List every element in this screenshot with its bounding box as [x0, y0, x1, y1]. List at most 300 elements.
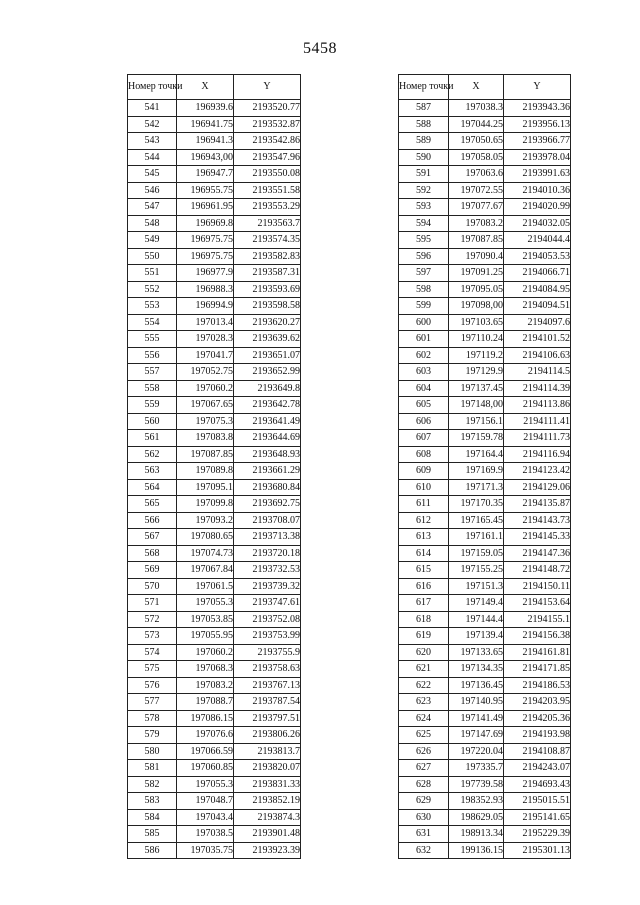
x-coordinate-cell: 197055.95 [177, 628, 234, 645]
table-row [128, 479, 301, 496]
y-coordinate-cell: 2193956.13 [504, 116, 571, 133]
table-row [399, 545, 571, 562]
point-number-cell: 593 [399, 199, 449, 216]
y-coordinate-cell: 2193542.86 [234, 133, 301, 150]
point-number-cell: 550 [128, 248, 177, 265]
table-row [128, 545, 301, 562]
point-number-cell: 592 [399, 182, 449, 199]
x-coordinate-cell: 197087.85 [177, 446, 234, 463]
point-number-cell: 631 [399, 826, 449, 843]
table-row [128, 595, 301, 612]
x-coordinate-cell: 197043.4 [177, 809, 234, 826]
x-coordinate-cell: 197739.58 [449, 776, 504, 793]
point-number-cell: 615 [399, 562, 449, 579]
point-number-cell: 600 [399, 314, 449, 331]
y-coordinate-cell: 2193820.07 [234, 760, 301, 777]
x-coordinate-cell: 196941.75 [177, 116, 234, 133]
header-y: Y [234, 75, 301, 100]
x-coordinate-cell: 197159.05 [449, 545, 504, 562]
y-coordinate-cell: 2194193.98 [504, 727, 571, 744]
y-coordinate-cell: 2193831.33 [234, 776, 301, 793]
point-number-cell: 591 [399, 166, 449, 183]
point-number-cell: 610 [399, 479, 449, 496]
point-number-cell: 597 [399, 265, 449, 282]
x-coordinate-cell: 196943,00 [177, 149, 234, 166]
x-coordinate-cell: 197086.15 [177, 710, 234, 727]
table-row [399, 314, 571, 331]
x-coordinate-cell: 197083.2 [449, 215, 504, 232]
table-row [399, 166, 571, 183]
y-coordinate-cell: 2194114.39 [504, 380, 571, 397]
table-row [399, 710, 571, 727]
y-coordinate-cell: 2193720.18 [234, 545, 301, 562]
table-row [399, 199, 571, 216]
y-coordinate-cell: 2193739.32 [234, 578, 301, 595]
point-number-cell: 629 [399, 793, 449, 810]
y-coordinate-cell: 2193753.99 [234, 628, 301, 645]
point-number-cell: 599 [399, 298, 449, 315]
coordinates-table-right [398, 74, 571, 859]
y-coordinate-cell: 2193587.31 [234, 265, 301, 282]
x-coordinate-cell: 197048.7 [177, 793, 234, 810]
table-row [128, 149, 301, 166]
x-coordinate-cell: 197052.75 [177, 364, 234, 381]
point-number-cell: 612 [399, 512, 449, 529]
x-coordinate-cell: 197055.3 [177, 776, 234, 793]
x-coordinate-cell: 197041.7 [177, 347, 234, 364]
point-number-cell: 545 [128, 166, 177, 183]
point-number-cell: 564 [128, 479, 177, 496]
table-row [399, 446, 571, 463]
y-coordinate-cell: 2194161.81 [504, 644, 571, 661]
y-coordinate-cell: 2193978.04 [504, 149, 571, 166]
table-row [399, 397, 571, 414]
point-number-cell: 542 [128, 116, 177, 133]
y-coordinate-cell: 2194171.85 [504, 661, 571, 678]
table-row [399, 793, 571, 810]
table-row [128, 248, 301, 265]
x-coordinate-cell: 196975.75 [177, 248, 234, 265]
point-number-cell: 549 [128, 232, 177, 249]
x-coordinate-cell: 197038.5 [177, 826, 234, 843]
table-row [128, 331, 301, 348]
y-coordinate-cell: 2193661.29 [234, 463, 301, 480]
page-number: 5458 [303, 40, 337, 57]
table-row [128, 215, 301, 232]
point-number-cell: 621 [399, 661, 449, 678]
x-coordinate-cell: 197139.4 [449, 628, 504, 645]
coordinates-table-left [127, 74, 301, 859]
point-number-cell: 589 [399, 133, 449, 150]
y-coordinate-cell: 2193797.51 [234, 710, 301, 727]
point-number-cell: 553 [128, 298, 177, 315]
point-number-cell: 563 [128, 463, 177, 480]
table-row [399, 595, 571, 612]
point-number-cell: 598 [399, 281, 449, 298]
table-row [128, 199, 301, 216]
y-coordinate-cell: 2193652.99 [234, 364, 301, 381]
y-coordinate-cell: 2193520.77 [234, 100, 301, 117]
y-coordinate-cell: 2193550.08 [234, 166, 301, 183]
point-number-cell: 619 [399, 628, 449, 645]
table-row [128, 133, 301, 150]
y-coordinate-cell: 2194032.05 [504, 215, 571, 232]
point-number-cell: 574 [128, 644, 177, 661]
point-number-cell: 609 [399, 463, 449, 480]
table-row [128, 743, 301, 760]
table-body [128, 100, 301, 859]
table-row [399, 644, 571, 661]
y-coordinate-cell: 2193943.36 [504, 100, 571, 117]
table-row [399, 677, 571, 694]
y-coordinate-cell: 2193593.69 [234, 281, 301, 298]
y-coordinate-cell: 2193901.48 [234, 826, 301, 843]
x-coordinate-cell: 197060.85 [177, 760, 234, 777]
y-coordinate-cell: 2194203.95 [504, 694, 571, 711]
x-coordinate-cell: 198913.34 [449, 826, 504, 843]
x-coordinate-cell: 197141.49 [449, 710, 504, 727]
table-row [399, 347, 571, 364]
point-number-cell: 573 [128, 628, 177, 645]
table-row [399, 611, 571, 628]
table-row [128, 842, 301, 859]
table-row [128, 611, 301, 628]
y-coordinate-cell: 2193649.8 [234, 380, 301, 397]
point-number-cell: 570 [128, 578, 177, 595]
x-coordinate-cell: 197161.1 [449, 529, 504, 546]
table-row [128, 628, 301, 645]
x-coordinate-cell: 197335.7 [449, 760, 504, 777]
table-row [128, 463, 301, 480]
x-coordinate-cell: 196977.9 [177, 265, 234, 282]
header-point-number: Номер точки [399, 75, 449, 100]
table-header [399, 75, 571, 100]
table-row [399, 776, 571, 793]
point-number-cell: 596 [399, 248, 449, 265]
x-coordinate-cell: 197156.1 [449, 413, 504, 430]
y-coordinate-cell: 2193923.39 [234, 842, 301, 859]
point-number-cell: 588 [399, 116, 449, 133]
x-coordinate-cell: 197013.4 [177, 314, 234, 331]
point-number-cell: 567 [128, 529, 177, 546]
point-number-cell: 627 [399, 760, 449, 777]
x-coordinate-cell: 196988.3 [177, 281, 234, 298]
x-coordinate-cell: 196939.6 [177, 100, 234, 117]
x-coordinate-cell: 196994.9 [177, 298, 234, 315]
x-coordinate-cell: 197072.55 [449, 182, 504, 199]
point-number-cell: 611 [399, 496, 449, 513]
table-row [399, 116, 571, 133]
point-number-cell: 582 [128, 776, 177, 793]
table-row [128, 100, 301, 117]
x-coordinate-cell: 197144.4 [449, 611, 504, 628]
point-number-cell: 568 [128, 545, 177, 562]
point-number-cell: 604 [399, 380, 449, 397]
table-row [128, 496, 301, 513]
y-coordinate-cell: 2194044.4 [504, 232, 571, 249]
table-row [128, 397, 301, 414]
x-coordinate-cell: 197110.24 [449, 331, 504, 348]
table-row [399, 430, 571, 447]
point-number-cell: 558 [128, 380, 177, 397]
table-row [128, 529, 301, 546]
table-row [128, 446, 301, 463]
point-number-cell: 551 [128, 265, 177, 282]
y-coordinate-cell: 2193713.38 [234, 529, 301, 546]
table-row [128, 298, 301, 315]
table-row [399, 809, 571, 826]
y-coordinate-cell: 2193806.26 [234, 727, 301, 744]
x-coordinate-cell: 196955.75 [177, 182, 234, 199]
table-row [399, 826, 571, 843]
point-number-cell: 616 [399, 578, 449, 595]
x-coordinate-cell: 197171.3 [449, 479, 504, 496]
table-row [399, 628, 571, 645]
point-number-cell: 626 [399, 743, 449, 760]
x-coordinate-cell: 197165.45 [449, 512, 504, 529]
table-row [128, 430, 301, 447]
point-number-cell: 632 [399, 842, 449, 859]
point-number-cell: 618 [399, 611, 449, 628]
y-coordinate-cell: 2193991.63 [504, 166, 571, 183]
y-coordinate-cell: 2193966.77 [504, 133, 571, 150]
y-coordinate-cell: 2194114.5 [504, 364, 571, 381]
y-coordinate-cell: 2193598.58 [234, 298, 301, 315]
x-coordinate-cell: 197060.2 [177, 380, 234, 397]
point-number-cell: 548 [128, 215, 177, 232]
y-coordinate-cell: 2193767.13 [234, 677, 301, 694]
point-number-cell: 578 [128, 710, 177, 727]
table-row [128, 265, 301, 282]
table-row [399, 842, 571, 859]
table-row [128, 694, 301, 711]
x-coordinate-cell: 196975.75 [177, 232, 234, 249]
y-coordinate-cell: 2193708.07 [234, 512, 301, 529]
y-coordinate-cell: 2193582.83 [234, 248, 301, 265]
table-row [399, 215, 571, 232]
x-coordinate-cell: 196947.7 [177, 166, 234, 183]
y-coordinate-cell: 2195015.51 [504, 793, 571, 810]
point-number-cell: 584 [128, 809, 177, 826]
x-coordinate-cell: 196941.3 [177, 133, 234, 150]
x-coordinate-cell: 197119.2 [449, 347, 504, 364]
y-coordinate-cell: 2194010.36 [504, 182, 571, 199]
table-body [399, 100, 571, 859]
table-row [399, 364, 571, 381]
x-coordinate-cell: 197067.65 [177, 397, 234, 414]
x-coordinate-cell: 197074.73 [177, 545, 234, 562]
point-number-cell: 595 [399, 232, 449, 249]
y-coordinate-cell: 2194143.73 [504, 512, 571, 529]
y-coordinate-cell: 2193532.87 [234, 116, 301, 133]
y-coordinate-cell: 2194066.71 [504, 265, 571, 282]
point-number-cell: 579 [128, 727, 177, 744]
y-coordinate-cell: 2193755.9 [234, 644, 301, 661]
point-number-cell: 572 [128, 611, 177, 628]
x-coordinate-cell: 197140.95 [449, 694, 504, 711]
table-row [128, 512, 301, 529]
point-number-cell: 569 [128, 562, 177, 579]
table-row [128, 380, 301, 397]
point-number-cell: 630 [399, 809, 449, 826]
y-coordinate-cell: 2194123.42 [504, 463, 571, 480]
y-coordinate-cell: 2193732.53 [234, 562, 301, 579]
table-row [128, 364, 301, 381]
y-coordinate-cell: 2194094.51 [504, 298, 571, 315]
table-row [128, 347, 301, 364]
table-row [128, 314, 301, 331]
x-coordinate-cell: 197080.65 [177, 529, 234, 546]
x-coordinate-cell: 197137.45 [449, 380, 504, 397]
y-coordinate-cell: 2194053.53 [504, 248, 571, 265]
point-number-cell: 622 [399, 677, 449, 694]
y-coordinate-cell: 2194101.52 [504, 331, 571, 348]
x-coordinate-cell: 197028.3 [177, 331, 234, 348]
table-row [399, 463, 571, 480]
table-row [128, 413, 301, 430]
point-number-cell: 608 [399, 446, 449, 463]
point-number-cell: 628 [399, 776, 449, 793]
y-coordinate-cell: 2194129.06 [504, 479, 571, 496]
y-coordinate-cell: 2194243.07 [504, 760, 571, 777]
point-number-cell: 562 [128, 446, 177, 463]
x-coordinate-cell: 198629.05 [449, 809, 504, 826]
y-coordinate-cell: 2194113.86 [504, 397, 571, 414]
x-coordinate-cell: 196961.95 [177, 199, 234, 216]
table-row [128, 677, 301, 694]
x-coordinate-cell: 197038.3 [449, 100, 504, 117]
x-coordinate-cell: 197133.65 [449, 644, 504, 661]
point-number-cell: 613 [399, 529, 449, 546]
x-coordinate-cell: 197129.9 [449, 364, 504, 381]
x-coordinate-cell: 197083.8 [177, 430, 234, 447]
y-coordinate-cell: 2194135.87 [504, 496, 571, 513]
y-coordinate-cell: 2193852.19 [234, 793, 301, 810]
y-coordinate-cell: 2193874.3 [234, 809, 301, 826]
y-coordinate-cell: 2194116.94 [504, 446, 571, 463]
x-coordinate-cell: 197095.05 [449, 281, 504, 298]
table-row [128, 562, 301, 579]
y-coordinate-cell: 2194020.99 [504, 199, 571, 216]
table-row [399, 281, 571, 298]
x-coordinate-cell: 197067.84 [177, 562, 234, 579]
y-coordinate-cell: 2193747.61 [234, 595, 301, 612]
point-number-cell: 617 [399, 595, 449, 612]
point-number-cell: 557 [128, 364, 177, 381]
x-coordinate-cell: 197169.9 [449, 463, 504, 480]
y-coordinate-cell: 2193553.29 [234, 199, 301, 216]
x-coordinate-cell: 198352.93 [449, 793, 504, 810]
x-coordinate-cell: 197050.65 [449, 133, 504, 150]
x-coordinate-cell: 197066.59 [177, 743, 234, 760]
y-coordinate-cell: 2194147.36 [504, 545, 571, 562]
table-row [399, 298, 571, 315]
table-row [399, 232, 571, 249]
table-row [399, 694, 571, 711]
x-coordinate-cell: 196969.8 [177, 215, 234, 232]
point-number-cell: 614 [399, 545, 449, 562]
point-number-cell: 559 [128, 397, 177, 414]
point-number-cell: 605 [399, 397, 449, 414]
point-number-cell: 575 [128, 661, 177, 678]
y-coordinate-cell: 2194153.64 [504, 595, 571, 612]
point-number-cell: 586 [128, 842, 177, 859]
point-number-cell: 566 [128, 512, 177, 529]
point-number-cell: 552 [128, 281, 177, 298]
x-coordinate-cell: 197095.1 [177, 479, 234, 496]
table-row [399, 661, 571, 678]
point-number-cell: 603 [399, 364, 449, 381]
point-number-cell: 607 [399, 430, 449, 447]
y-coordinate-cell: 2194155.1 [504, 611, 571, 628]
table-row [399, 100, 571, 117]
x-coordinate-cell: 197076.6 [177, 727, 234, 744]
point-number-cell: 625 [399, 727, 449, 744]
point-number-cell: 555 [128, 331, 177, 348]
y-coordinate-cell: 2194097.6 [504, 314, 571, 331]
table-row [399, 380, 571, 397]
y-coordinate-cell: 2193787.54 [234, 694, 301, 711]
y-coordinate-cell: 2195229.39 [504, 826, 571, 843]
point-number-cell: 594 [399, 215, 449, 232]
x-coordinate-cell: 197088.7 [177, 694, 234, 711]
y-coordinate-cell: 2193642.78 [234, 397, 301, 414]
x-coordinate-cell: 197077.67 [449, 199, 504, 216]
y-coordinate-cell: 2195301.13 [504, 842, 571, 859]
y-coordinate-cell: 2193648.93 [234, 446, 301, 463]
y-coordinate-cell: 2194156.38 [504, 628, 571, 645]
x-coordinate-cell: 197090.4 [449, 248, 504, 265]
header-point-number: Номер точки [128, 75, 177, 100]
y-coordinate-cell: 2194084.95 [504, 281, 571, 298]
point-number-cell: 543 [128, 133, 177, 150]
point-number-cell: 565 [128, 496, 177, 513]
x-coordinate-cell: 197089.8 [177, 463, 234, 480]
table-row [399, 529, 571, 546]
x-coordinate-cell: 197151.3 [449, 578, 504, 595]
point-number-cell: 602 [399, 347, 449, 364]
table-row [399, 248, 571, 265]
table-row [399, 149, 571, 166]
table-row [399, 413, 571, 430]
x-coordinate-cell: 197061.5 [177, 578, 234, 595]
x-coordinate-cell: 197147.69 [449, 727, 504, 744]
x-coordinate-cell: 197155.25 [449, 562, 504, 579]
y-coordinate-cell: 2194186.53 [504, 677, 571, 694]
point-number-cell: 623 [399, 694, 449, 711]
point-number-cell: 544 [128, 149, 177, 166]
table-row [399, 496, 571, 513]
x-coordinate-cell: 197093.2 [177, 512, 234, 529]
y-coordinate-cell: 2194693.43 [504, 776, 571, 793]
point-number-cell: 581 [128, 760, 177, 777]
point-number-cell: 560 [128, 413, 177, 430]
y-coordinate-cell: 2194111.73 [504, 430, 571, 447]
x-coordinate-cell: 197164.4 [449, 446, 504, 463]
table-row [399, 479, 571, 496]
point-number-cell: 547 [128, 199, 177, 216]
table-row [128, 166, 301, 183]
y-coordinate-cell: 2193639.62 [234, 331, 301, 348]
point-number-cell: 590 [399, 149, 449, 166]
x-coordinate-cell: 197068.3 [177, 661, 234, 678]
x-coordinate-cell: 197035.75 [177, 842, 234, 859]
table-row [399, 578, 571, 595]
y-coordinate-cell: 2194111.41 [504, 413, 571, 430]
header-y: Y [504, 75, 571, 100]
y-coordinate-cell: 2193620.27 [234, 314, 301, 331]
y-coordinate-cell: 2195141.65 [504, 809, 571, 826]
